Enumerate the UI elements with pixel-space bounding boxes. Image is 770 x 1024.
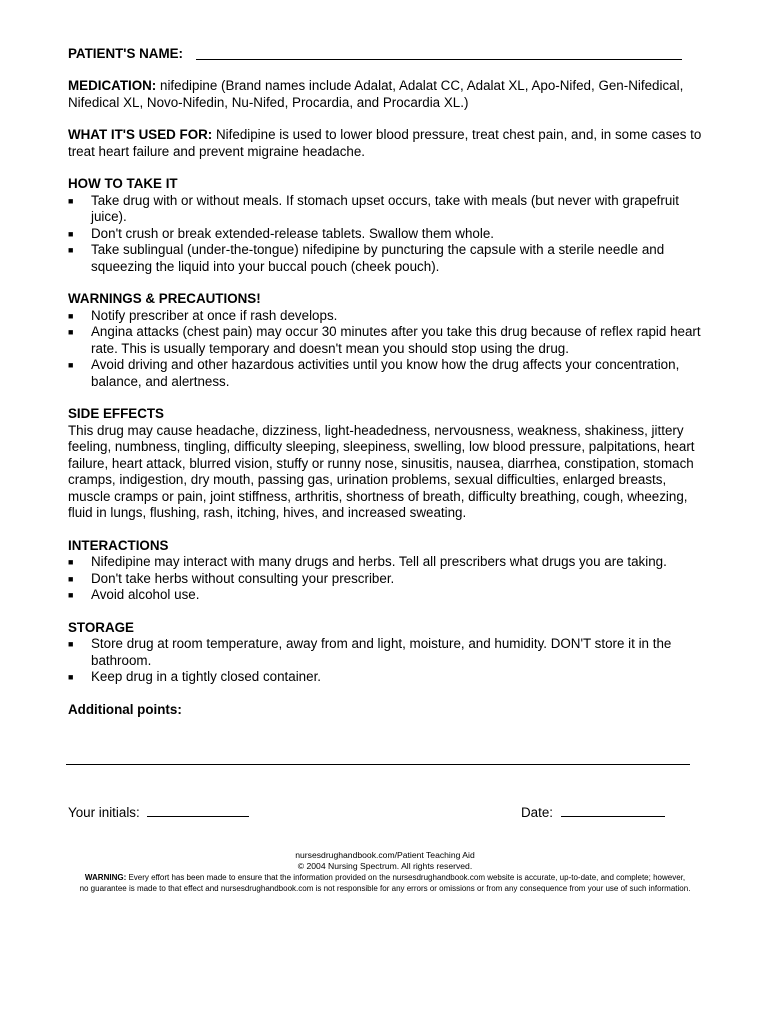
- list-item-text: Avoid alcohol use.: [91, 587, 200, 602]
- list-item: [68, 636, 708, 669]
- spacer: [68, 686, 708, 702]
- bullet-icon: ■: [68, 327, 74, 337]
- bullet-icon: ■: [68, 557, 74, 567]
- spacer: [68, 275, 708, 291]
- side-effects-text: This drug may cause headache, dizziness, light-headedness, nervousness, weakness, shakiness, jittery feeling, numbness, tingling, difficulty sleeping, sleepiness, swelling, low blood pressure, palpitations, heart failure, heart attack, blurred vision, stuffy or runny nose, sinusitis, nausea, diarrhea, constipation, stomach cramps, indigestion, dry mouth, passing gas, urination problems, sexual difficulties, enlarged breasts, muscle cramps or pain, joint stiffness, arthritis, shortness of breath, difficulty breathing, cough, wheezing, fluid in lungs, flushing, rash, itching, hives, and increased sweating.: [68, 422, 695, 520]
- how-to-take-heading: HOW TO TAKE IT: [68, 176, 178, 191]
- bullet-icon: ■: [68, 310, 74, 321]
- bullet-icon: ■: [68, 672, 74, 682]
- bullet-icon: ■: [68, 573, 74, 584]
- list-item-text: Nifedipine may interact with many drugs and herbs. Tell all prescribers what drugs you are taking.: [91, 554, 667, 569]
- patient-name-label: PATIENT'S NAME:: [68, 46, 184, 61]
- list-item: [68, 193, 708, 226]
- list-item: [68, 669, 708, 686]
- spacer: [68, 390, 708, 406]
- initials-field[interactable]: [147, 804, 249, 817]
- list-item: [68, 587, 708, 604]
- patient-name-row: [68, 46, 708, 62]
- spacer: [68, 62, 708, 78]
- bullet-icon: ■: [68, 360, 74, 370]
- additional-points-label: Additional points:: [68, 701, 182, 717]
- footer-warning: [0, 872, 770, 883]
- date-field[interactable]: [561, 804, 665, 817]
- spacer: [68, 160, 708, 176]
- bullet-icon: ■: [68, 228, 74, 239]
- used-for-label: WHAT IT'S USED FOR:: [68, 127, 213, 142]
- bullet-icon: ■: [68, 195, 74, 206]
- spacer: [68, 604, 708, 620]
- footer-warning-continued: no guarantee is made to that effect and nursesdrughandbook.com is not responsible for any errors or omissions or from any consequence from your use of such information.: [79, 884, 691, 893]
- footer-warning-label: WARNING:: [84, 873, 127, 882]
- bullet-icon: ■: [68, 245, 74, 255]
- date-row: [521, 804, 665, 822]
- used-for-text: Nifedipine is used to lower blood pressure, treat chest pain, and, in some cases to treat heart failure and prevent migraine headache.: [68, 127, 702, 159]
- list-item: [68, 324, 708, 357]
- bullet-icon: ■: [68, 639, 74, 649]
- list-item-text: Notify prescriber at once if rash develops.: [91, 307, 338, 323]
- warnings-list: [68, 308, 708, 391]
- medication-label: MEDICATION:: [68, 78, 157, 93]
- how-to-take-list: [68, 193, 708, 276]
- additional-points-line[interactable]: [66, 764, 690, 765]
- patient-name-line[interactable]: [196, 59, 682, 60]
- list-item: [68, 554, 708, 571]
- list-item: [68, 308, 708, 325]
- interactions-heading: INTERACTIONS: [68, 537, 169, 553]
- used-for-paragraph: [68, 127, 708, 160]
- footer-site: nursesdrughandbook.com/Patient Teaching Aid: [295, 850, 475, 860]
- interactions-list: [68, 554, 708, 604]
- medication-text: nifedipine (Brand names include Adalat, Adalat CC, Adalat XL, Apo-Nifed, Gen-Nifedical, Nifedical XL, Novo-Nifedin, Nu-Nifed, Procardia, and Procardia XL.): [68, 78, 684, 110]
- bullet-icon: ■: [68, 590, 74, 600]
- list-item-text: Take drug with or without meals. If stomach upset occurs, take with meals (but never with grapefruit juice).: [91, 192, 679, 224]
- document-body: [68, 46, 708, 718]
- list-item: [68, 357, 708, 390]
- footer: [0, 850, 770, 894]
- storage-heading: STORAGE: [68, 619, 134, 635]
- footer-copyright: © 2004 Nursing Spectrum. All rights reserved.: [297, 861, 473, 871]
- list-item-text: Don't crush or break extended-release tablets. Swallow them whole.: [91, 225, 494, 241]
- initials-label: Your initials:: [68, 805, 140, 820]
- list-item-text: Angina attacks (chest pain) may occur 30 minutes after you take this drug because of reflex rapid heart rate. This is usually temporary and doesn't mean you should stop using the drug.: [91, 324, 701, 356]
- initials-row: [68, 804, 249, 822]
- spacer: [68, 111, 708, 127]
- list-item: [68, 571, 708, 588]
- list-item-text: Store drug at room temperature, away from and light, moisture, and humidity. DON'T store it in the bathroom.: [91, 636, 672, 668]
- footer-warning-text: Every effort has been made to ensure that the information provided on the nursesdrughandbook.com website is accurate, up-to-date, and complete; however,: [126, 873, 686, 882]
- list-item: [68, 226, 708, 243]
- date-label: Date:: [521, 805, 554, 820]
- list-item: [68, 242, 708, 275]
- side-effects-heading: SIDE EFFECTS: [68, 406, 164, 421]
- list-item-text: Avoid driving and other hazardous activities until you know how the drug affects your concentration, balance, and alertness.: [91, 357, 680, 389]
- list-item-text: Take sublingual (under-the-tongue) nifedipine by puncturing the capsule with a sterile needle and squeezing the liquid into your buccal pouch (cheek pouch).: [91, 242, 665, 274]
- list-item-text: Keep drug in a tightly closed container.: [91, 669, 322, 684]
- list-item-text: Don't take herbs without consulting your prescriber.: [91, 570, 395, 586]
- spacer: [68, 522, 708, 538]
- storage-list: [68, 636, 708, 686]
- warnings-heading: WARNINGS & PRECAUTIONS!: [68, 291, 261, 306]
- medication-paragraph: [68, 78, 708, 111]
